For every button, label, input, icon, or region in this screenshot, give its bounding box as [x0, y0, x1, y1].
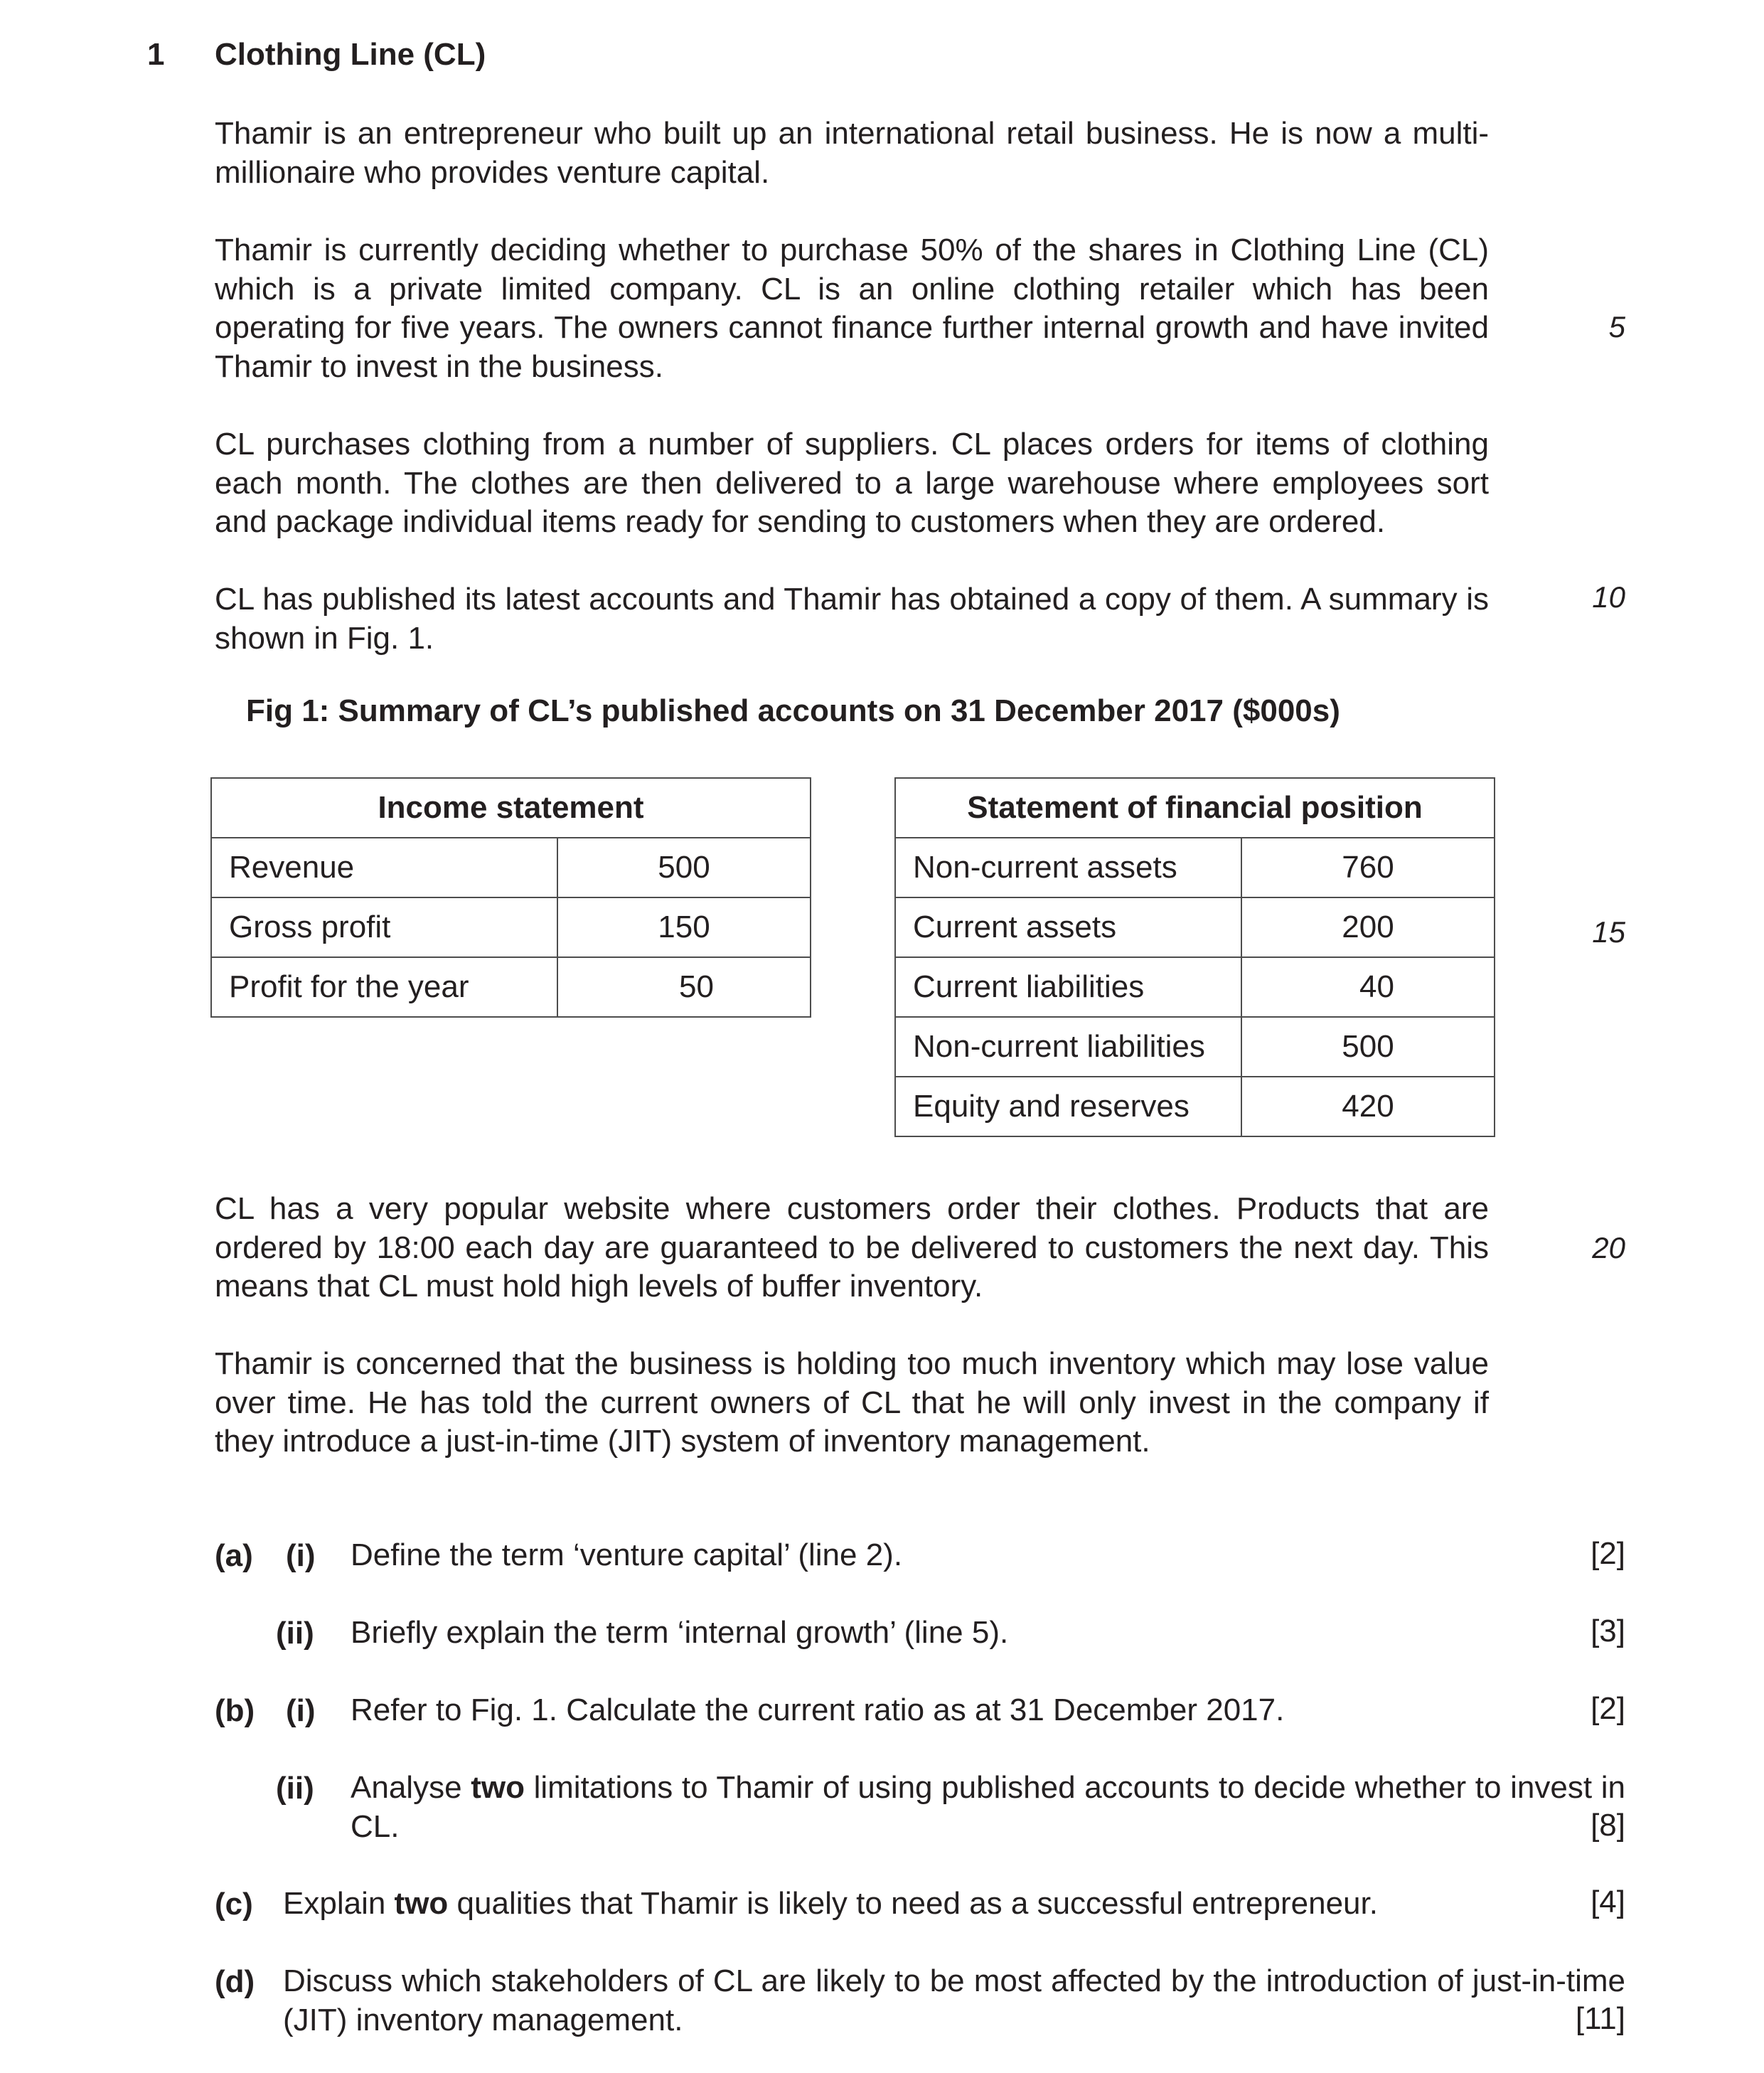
row-label: Current liabilities	[895, 957, 1241, 1017]
financial-position-table	[894, 777, 1495, 1137]
line-number-10: 10	[1592, 580, 1625, 614]
row-value: 200	[1241, 897, 1495, 957]
text-pre: Analyse	[351, 1770, 471, 1805]
table-row	[895, 957, 1495, 1017]
income-statement-table	[210, 777, 811, 1018]
row-value: 420	[1241, 1077, 1495, 1136]
part-a-i-label: (i)	[286, 1538, 316, 1573]
row-label: Non-current assets	[895, 838, 1241, 897]
part-a-ii-text: Briefly explain the term ‘internal growth’ (line 5).	[351, 1615, 1009, 1650]
paragraph-4: CL has published its latest accounts and Thamir has obtained a copy of them. A summary is shown in Fig. 1.	[215, 582, 1489, 656]
row-value: 150	[557, 897, 811, 957]
part-b-ii-text	[351, 1769, 1625, 1846]
part-b-i-text: Refer to Fig. 1. Calculate the current ratio as at 31 December 2017.	[351, 1693, 1285, 1727]
table-row	[895, 1017, 1495, 1077]
row-value: 50	[557, 957, 811, 1017]
part-a-i-marks: [2]	[1591, 1536, 1625, 1571]
table-row	[895, 838, 1495, 897]
part-a-i-text: Define the term ‘venture capital’ (line 2).	[351, 1538, 903, 1572]
question-title: Clothing Line (CL)	[215, 37, 486, 72]
part-c-label: (c)	[215, 1887, 253, 1922]
text-post: qualities that Thamir is likely to need as a successful entrepreneur.	[448, 1886, 1378, 1921]
row-value: 760	[1241, 838, 1495, 897]
row-label: Equity and reserves	[895, 1077, 1241, 1136]
paragraph-3: CL purchases clothing from a number of suppliers. CL places orders for items of clothing each month. The clothes are then delivered to a large warehouse where employees sort and package individual items ready for sending to customers when they are ordered.	[215, 427, 1489, 539]
income-statement-heading: Income statement	[211, 778, 811, 838]
row-value: 500	[1241, 1017, 1495, 1077]
paragraph-2: Thamir is currently deciding whether to purchase 50% of the shares in Clothing Line (CL) which is a private limited company. CL is an online clothing retailer which has been operating for five years. The owners cannot finance further internal growth and have invited Thamir to invest in the business.	[215, 233, 1489, 384]
line-number-5: 5	[1608, 310, 1625, 343]
line-number-20: 20	[1592, 1231, 1625, 1264]
table-row	[895, 897, 1495, 957]
emphasis-two: two	[471, 1770, 525, 1805]
line-number-15: 15	[1592, 915, 1625, 949]
paragraph-6: Thamir is concerned that the business is holding too much inventory which may lose value over time. He has told the current owners of CL that he will only invest in the company if they introduce a just-in-time (JIT) system of inventory management.	[215, 1346, 1489, 1459]
row-label: Non-current liabilities	[895, 1017, 1241, 1077]
table-row	[211, 957, 811, 1017]
part-a-ii-marks: [3]	[1591, 1614, 1625, 1648]
row-label: Revenue	[211, 838, 557, 897]
part-b-i-marks: [2]	[1591, 1691, 1625, 1726]
row-label: Current assets	[895, 897, 1241, 957]
part-d-text: Discuss which stakeholders of CL are likely to be most affected by the introduction of just-in-time (JIT) inventory management.	[283, 1963, 1625, 2037]
emphasis-two: two	[394, 1886, 449, 1921]
question-number: 1	[147, 37, 165, 72]
paragraph-5: CL has a very popular website where customers order their clothes. Products that are ordered by 18:00 each day are guaranteed to be delivered to customers the next day. This means that CL must hold high levels of buffer inventory.	[215, 1191, 1489, 1304]
financial-position-heading: Statement of financial position	[895, 778, 1495, 838]
part-c-text	[283, 1885, 1378, 1924]
row-value: 40	[1241, 957, 1495, 1017]
text-pre: Explain	[283, 1886, 395, 1921]
part-a-ii-label: (ii)	[276, 1616, 314, 1651]
row-label: Gross profit	[211, 897, 557, 957]
part-b-ii-label: (ii)	[276, 1771, 314, 1806]
table-row	[211, 897, 811, 957]
part-b-i-label: (i)	[286, 1693, 316, 1728]
part-c-marks: [4]	[1591, 1885, 1625, 1919]
row-label: Profit for the year	[211, 957, 557, 1017]
paragraph-1: Thamir is an entrepreneur who built up an international retail business. He is now a multi-millionaire who provides venture capital.	[215, 116, 1489, 190]
part-a-label: (a)	[215, 1538, 253, 1573]
part-b-ii-marks: [8]	[1591, 1808, 1625, 1843]
part-d-label: (d)	[215, 1964, 255, 1999]
part-b-label: (b)	[215, 1693, 255, 1728]
text-post: limitations to Thamir of using published accounts to decide whether to invest in CL.	[351, 1770, 1625, 1844]
row-value: 500	[557, 838, 811, 897]
table-row	[895, 1077, 1495, 1136]
figure-title: Fig 1: Summary of CL’s published accounts on 31 December 2017 ($000s)	[246, 693, 1340, 728]
part-d-marks: [11]	[1575, 2001, 1625, 2036]
table-row	[211, 838, 811, 897]
